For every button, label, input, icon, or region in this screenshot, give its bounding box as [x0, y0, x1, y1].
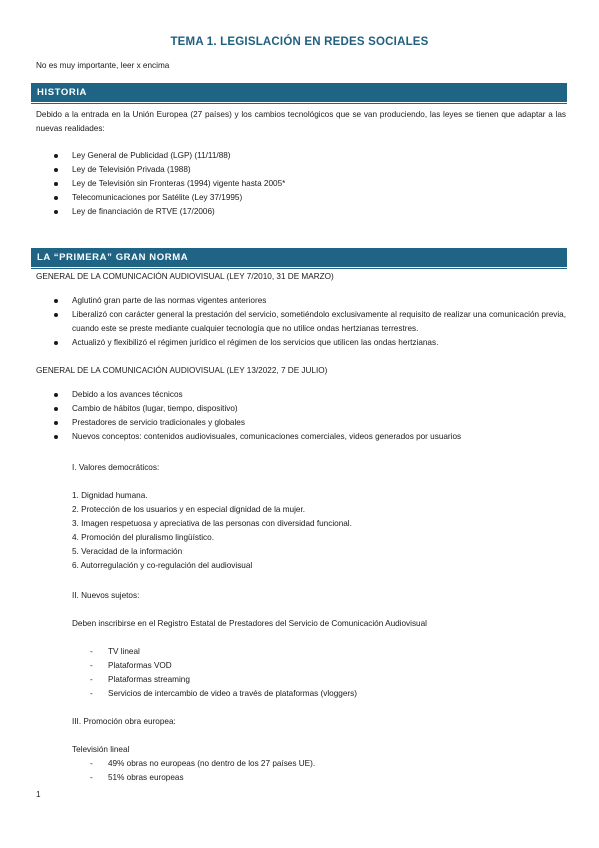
list-item: 3. Imagen respetuosa y apreciativa de las personas con diversidad funcional. [72, 519, 352, 528]
bullet-icon [54, 407, 58, 411]
document-title: TEMA 1. LEGISLACIÓN EN REDES SOCIALES [170, 36, 429, 48]
bullet-icon [54, 313, 58, 317]
dash-icon: - [90, 647, 93, 656]
bullet-icon [54, 435, 58, 439]
list-item: - Servicios de intercambio de video a través de plataformas (vloggers) [72, 687, 357, 701]
list-item: Debido a los avances técnicos [36, 388, 566, 402]
page-number: 1 [36, 790, 41, 799]
reading-note: No es muy importante, leer x encima [36, 61, 170, 70]
list-item: Nuevos conceptos: contenidos audiovisuales, comunicaciones comerciales, videos generados por usuarios [36, 430, 566, 444]
bullet-icon [54, 393, 58, 397]
promocion-heading: III. Promoción obra europea: [72, 717, 176, 726]
bullet-icon [54, 299, 58, 303]
list-item: Ley de Televisión sin Fronteras (1994) vigente hasta 2005* [36, 177, 566, 191]
list-item: Cambio de hábitos (lugar, tiempo, dispositivo) [36, 402, 566, 416]
bullet-icon [54, 421, 58, 425]
dash-icon: - [90, 689, 93, 698]
list-item: - 51% obras europeas [72, 771, 315, 785]
list-item: - 49% obras no europeas (no dentro de los 27 países UE). [72, 757, 315, 771]
list-item: - Plataformas VOD [72, 659, 357, 673]
list-item: - Plataformas streaming [72, 673, 357, 687]
list-item: 5. Veracidad de la información [72, 547, 183, 556]
dash-icon: - [90, 675, 93, 684]
list-item: Prestadores de servicio tradicionales y globales [36, 416, 566, 430]
dash-icon: - [90, 661, 93, 670]
list-item: 2. Protección de los usuarios y en especial dignidad de la mujer. [72, 505, 306, 514]
historia-intro: Debido a la entrada en la Unión Europea (27 países) y los cambios tecnológicos que se van produciendo, las leyes se tienen que adaptar a las nuevas realidades: [36, 110, 566, 133]
sujetos-heading: II. Nuevos sujetos: [72, 591, 140, 600]
list-item: Ley de financiación de RTVE (17/2006) [36, 205, 566, 219]
ley-2022-list [36, 388, 566, 444]
section-heading-historia: HISTORIA [31, 83, 567, 102]
list-item: Liberalizó con carácter general la prestación del servicio, sometiéndolo exclusivamente al requisito de realizar una comunicación previa, cuando este se preste mediante cualquier tecnología que no utilice ondas hertzianas terrestres. [36, 308, 566, 336]
list-item: 1. Dignidad humana. [72, 491, 148, 500]
tv-lineal-heading: Televisión lineal [72, 745, 130, 754]
section-heading-primera-norma: LA “PRIMERA” GRAN NORMA [31, 248, 567, 267]
sujetos-list [72, 645, 357, 701]
list-item: - TV lineal [72, 645, 357, 659]
bullet-icon [54, 341, 58, 345]
bullet-icon [54, 182, 58, 186]
bullet-icon [54, 168, 58, 172]
historia-list [36, 149, 566, 219]
dash-icon: - [90, 773, 93, 782]
list-item: Aglutinó gran parte de las normas vigentes anteriores [36, 294, 566, 308]
list-item: Ley de Televisión Privada (1988) [36, 163, 566, 177]
sujetos-text: Deben inscribirse en el Registro Estatal de Prestadores del Servicio de Comunicación Audiovisual [72, 619, 427, 628]
ley-2010-title: GENERAL DE LA COMUNICACIÓN AUDIOVISUAL (LEY 7/2010, 31 DE MARZO) [36, 272, 334, 281]
bullet-icon [54, 196, 58, 200]
list-item: 6. Autorregulación y co-regulación del audiovisual [72, 561, 253, 570]
list-item: Telecomunicaciones por Satélite (Ley 37/1995) [36, 191, 566, 205]
list-item: Actualizó y flexibilizó el régimen jurídico el régimen de los servicios que utilicen las ondas hertzianas. [36, 336, 566, 350]
valores-heading: I. Valores democráticos: [72, 463, 160, 472]
valores-list [72, 489, 352, 573]
bullet-icon [54, 154, 58, 158]
list-item: Ley General de Publicidad (LGP) (11/11/88) [36, 149, 566, 163]
tv-lineal-list [72, 757, 315, 785]
dash-icon: - [90, 759, 93, 768]
list-item: 4. Promoción del pluralismo lingüístico. [72, 533, 214, 542]
bullet-icon [54, 210, 58, 214]
ley-2010-list [36, 294, 566, 350]
ley-2022-title: GENERAL DE LA COMUNICACIÓN AUDIOVISUAL (LEY 13/2022, 7 DE JULIO) [36, 366, 328, 375]
